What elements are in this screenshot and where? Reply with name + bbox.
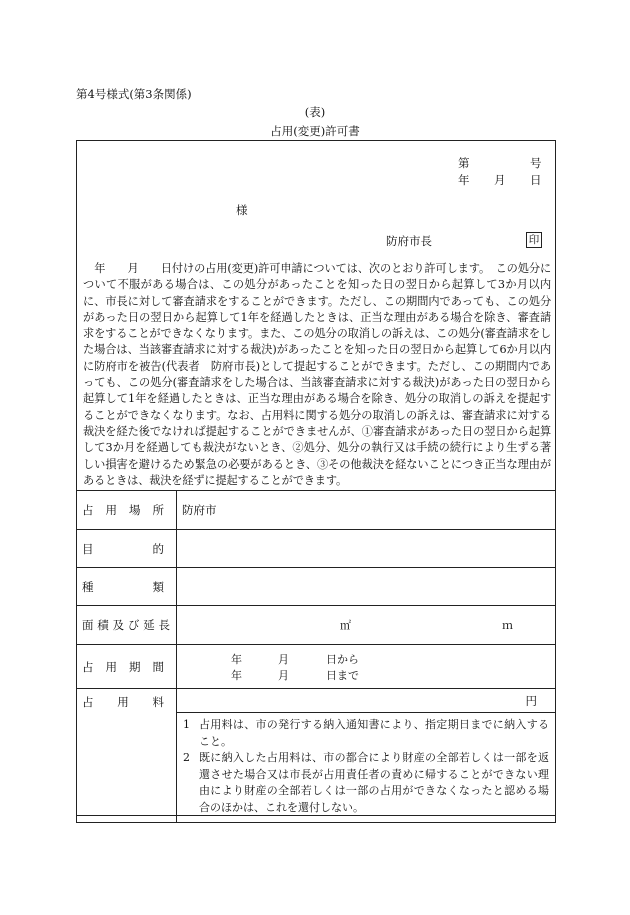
label-area [77,606,177,645]
label-place-text: 占 用 場 所 [82,503,164,517]
label-kind [77,568,177,606]
value-kind [177,568,556,606]
label-kind-text: 種 類 [82,579,164,594]
label-place [77,491,177,530]
date-year-label: 年 [458,173,470,187]
period-to-month: 月 [278,668,289,682]
number-suffix: 号 [530,156,542,170]
label-purpose [77,530,177,568]
permit-form-frame [76,140,556,816]
date-month-label: 月 [494,173,506,187]
period-from-month: 月 [278,652,289,666]
value-fee-unit: 円 [177,689,556,713]
period-from-year: 年 [231,652,242,666]
field-row-place [77,491,556,530]
addressee-suffix: 様 [236,203,248,217]
area-unit: ㎡ [340,619,351,632]
label-fee [77,689,177,823]
period-from-day: 日から [326,652,359,666]
issuer-name: 防府市長 [386,234,432,248]
value-period [177,645,556,689]
label-fee-text: 占 用 料 [82,695,164,709]
value-purpose [177,530,556,568]
label-period-text: 占 用 期 間 [82,659,164,674]
fee-note-2: 2 既に納入した占用料は、市の都合により財産の全部若しくは一部を返還させた場合又は市長が占用責任者の責めに帰することができない理由により財産の全部若しくは一部の占用ができなくなったと認める場合のほかは、これを還付しない。 [183,751,549,814]
field-row-area [77,606,556,645]
label-area-text: 面 積 及 び 延 長 [82,618,170,632]
field-row-fee [77,689,556,713]
permit-body-text: 年 月 日付けの占用(変更)許可申請については、次のとおり許可します。 この処分について不服がある場合は、この処分があったことを知った日の翌日から起算して3か月以内に、市長に対して審査請求をすることができます。ただし、この期間内であっても、この処分があった日の翌日から起算して1年を経過したときは、正当な理由がある場合を除き、審査請求をすることができなくなります。また、この処分の取消しの訴えは、この処分(審査請求をした場合は、当該審査請求に対する裁決)があったことを知った日の翌日から起算して6か月以内に防府市を被告(代表者 防府市長)として提起することができます。ただし、この期間内であっても、この処分(審査請求をした場合は、当該審査請求に対する裁決)があった日の翌日から起算して1年を経過したときは、正当な理由がある場合を除き、処分の取消しの訴えを提起することができなくなります。なお、占用料に関する処分の取消しの訴えは、審査請求に対する裁決を経た後でなければ提起することができませんが、①審査請求があった日の翌日から起算して3か月を経過しても裁決がないとき、②処分、処分の執行又は手続の続行により生ずる著しい損害を避けるため緊急の必要があるとき、③その他裁決を経ないことにつき正当な理由があるときは、裁決を経ずに提起することができます。 [83,262,551,487]
date-day-label: 日 [530,173,542,187]
fee-note-1: 1 占用料は、市の発行する納入通知書により、指定期日までに納入すること。 [183,718,549,748]
seal-stamp: 印 [526,232,542,248]
value-place: 防府市 [177,491,556,530]
label-purpose-text: 目 的 [82,541,164,556]
side-label: (表) [304,105,326,119]
form-number: 第4号様式(第3条関係) [76,87,192,101]
length-unit: ｍ [502,619,513,632]
document-title: 占用(変更)許可書 [270,124,360,138]
fee-notes [177,713,556,823]
period-to-year: 年 [231,668,242,682]
permit-fields-table [76,490,556,823]
number-prefix: 第 [458,156,470,170]
period-to-day: 日まで [326,668,359,682]
label-period [77,645,177,689]
field-row-purpose [77,530,556,568]
value-area [177,606,556,645]
field-row-period [77,645,556,689]
field-row-kind [77,568,556,606]
